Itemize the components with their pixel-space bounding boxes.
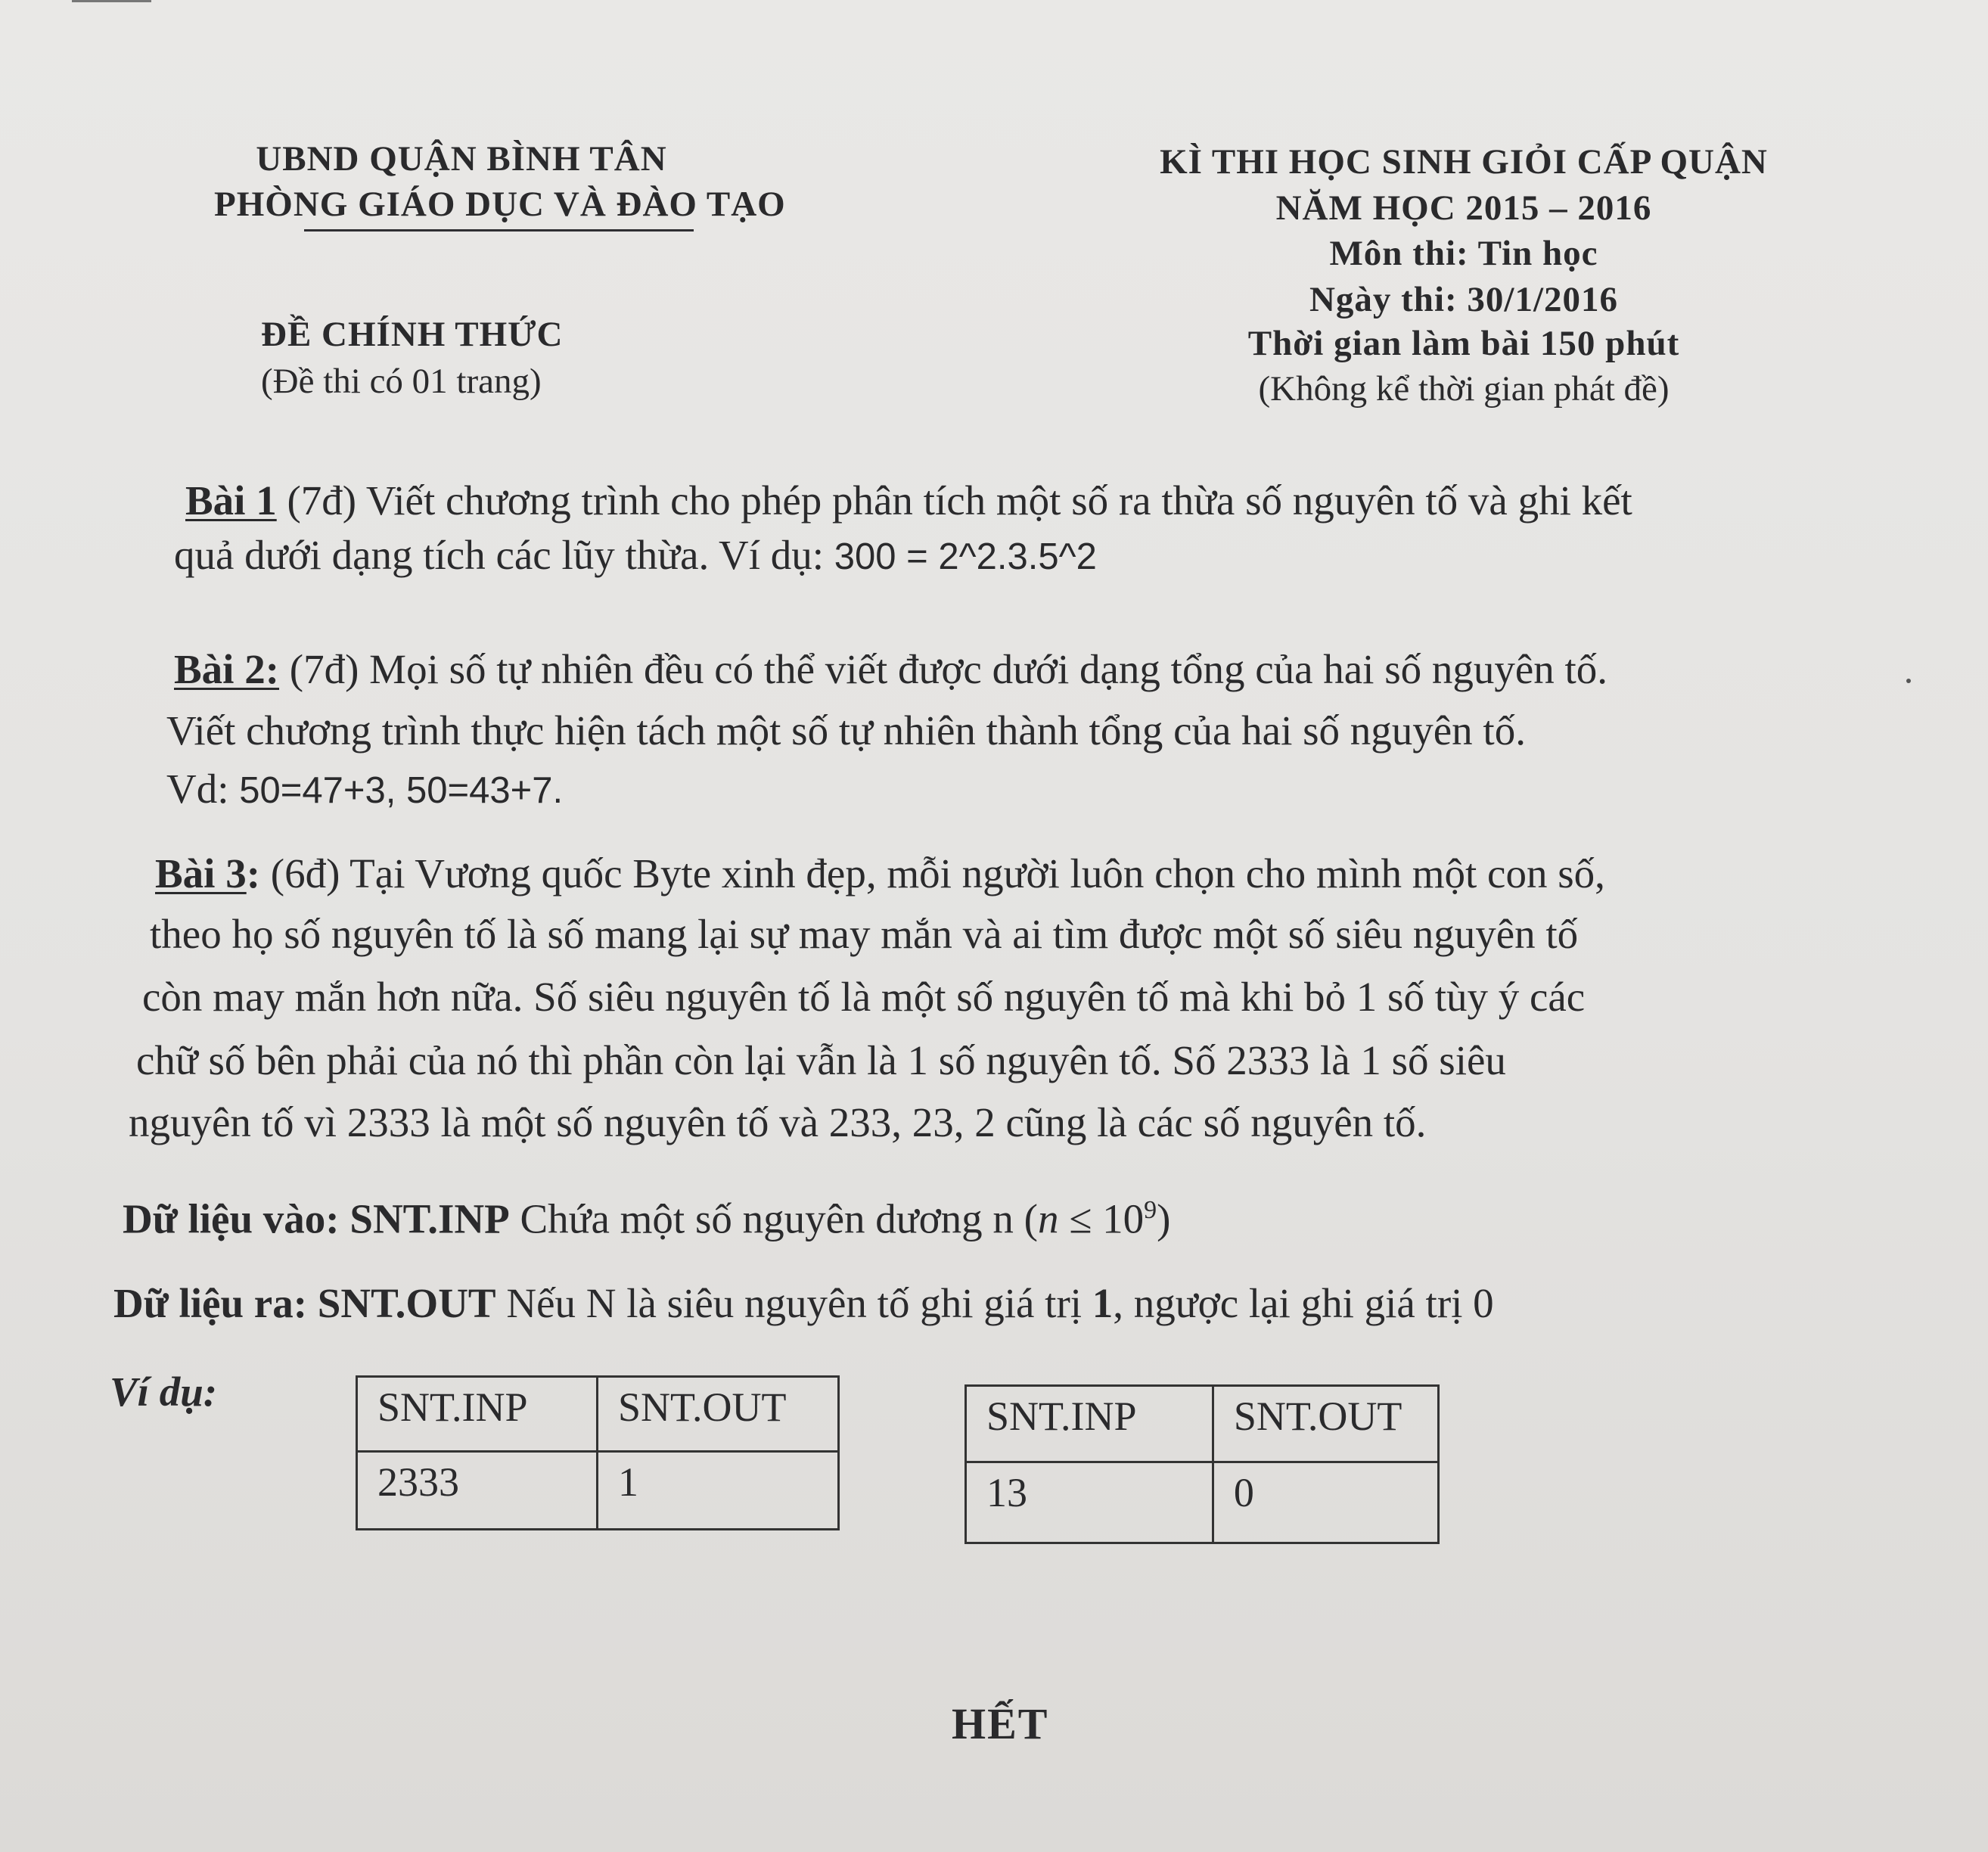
- bai2-line3: Vd: 50=47+3, 50=43+7.: [166, 766, 564, 812]
- bai2-line2: Viết chương trình thực hiện tách một số tự nhiên thành tổng của hai số nguyên tố.: [166, 707, 1526, 754]
- bai3-line2: theo họ số nguyên tố là số mang lại sự may mắn và ai tìm được một số siêu nguyên tố: [150, 911, 1579, 957]
- page-count-note: (Đề thi có 01 trang): [261, 362, 542, 401]
- end-marker: HẾT: [952, 1699, 1049, 1748]
- bai3-line4: chữ số bên phải của nó thì phần còn lại vẫn là 1 số nguyên tố. Số 2333 là 1 số siêu: [136, 1037, 1506, 1083]
- table-header-cell: SNT.OUT: [597, 1377, 838, 1452]
- table-cell: 2333: [357, 1452, 598, 1530]
- bai3-line3: còn may mắn hơn nữa. Số siêu nguyên tố là một số nguyên tố mà khi bỏ 1 số tùy ý các: [142, 974, 1586, 1020]
- output-spec-label: Dữ liệu ra: SNT.OUT: [113, 1280, 496, 1326]
- input-spec-label: Dữ liệu vào: SNT.INP: [123, 1195, 510, 1242]
- table-row: [966, 1462, 1439, 1543]
- table-row: [357, 1452, 839, 1530]
- exam-date: Ngày thi: 30/1/2016: [1309, 280, 1619, 319]
- department-name: PHÒNG GIÁO DỤC VÀ ĐÀO TẠO: [214, 185, 786, 224]
- bai2-formula: 50=47+3, 50=43+7.: [239, 770, 564, 811]
- duration-note: (Không kể thời gian phát đề): [1258, 369, 1670, 409]
- corner-mark: [72, 0, 151, 2]
- table-cell: 0: [1213, 1462, 1438, 1543]
- subject: Môn thi: Tin học: [1329, 234, 1598, 273]
- table-header-cell: SNT.INP: [357, 1377, 598, 1452]
- school-year: NĂM HỌC 2015 – 2016: [1275, 188, 1652, 228]
- official-label: ĐỀ CHÍNH THỨC: [261, 315, 564, 354]
- example-label: Ví dụ:: [110, 1369, 218, 1415]
- example-table-2: [964, 1384, 1440, 1544]
- bai2-label: Bài 2:: [174, 646, 280, 692]
- bai1-line2: quả dưới dạng tích các lũy thừa. Ví dụ: 300 = 2^2.3.5^2: [174, 532, 1097, 578]
- ink-speck: [1906, 679, 1911, 683]
- output-spec: Dữ liệu ra: SNT.OUT Nếu N là siêu nguyên tố ghi giá trị 1, ngược lại ghi giá trị 0: [113, 1280, 1494, 1326]
- bai1-label: Bài 1: [185, 477, 277, 524]
- bai3-label: Bài 3: [155, 850, 247, 896]
- exam-title: KÌ THI HỌC SINH GIỎI CẤP QUẬN: [1160, 142, 1768, 182]
- table-header-cell: SNT.OUT: [1213, 1386, 1438, 1462]
- duration: Thời gian làm bài 150 phút: [1247, 324, 1680, 363]
- bai3-line1: Bài 3: (6đ) Tại Vương quốc Byte xinh đẹp, mỗi người luôn chọn cho mình một con số,: [155, 850, 1605, 896]
- bai2-line1: Bài 2: (7đ) Mọi số tự nhiên đều có thể viết được dưới dạng tổng của hai số nguyên tố.: [174, 646, 1608, 692]
- header-underline: [304, 229, 694, 232]
- table-cell: 1: [597, 1452, 838, 1530]
- input-spec: Dữ liệu vào: SNT.INP Chứa một số nguyên dương n $(n \le 10^9)$: [123, 1195, 1171, 1242]
- table-row: [966, 1386, 1439, 1462]
- example-table-1: [356, 1375, 840, 1530]
- bai1-line1: Bài 1 (7đ) Viết chương trình cho phép phân tích một số ra thừa số nguyên tố và ghi kết: [185, 477, 1632, 524]
- bai1-formula: 300 = 2^2.3.5^2: [834, 536, 1097, 577]
- district-name: UBND QUẬN BÌNH TÂN: [256, 139, 667, 179]
- bai3-line5: nguyên tố vì 2333 là một số nguyên tố và 233, 23, 2 cũng là các số nguyên tố.: [129, 1099, 1427, 1145]
- table-cell: 13: [966, 1462, 1213, 1543]
- table-row: [357, 1377, 839, 1452]
- table-header-cell: SNT.INP: [966, 1386, 1213, 1462]
